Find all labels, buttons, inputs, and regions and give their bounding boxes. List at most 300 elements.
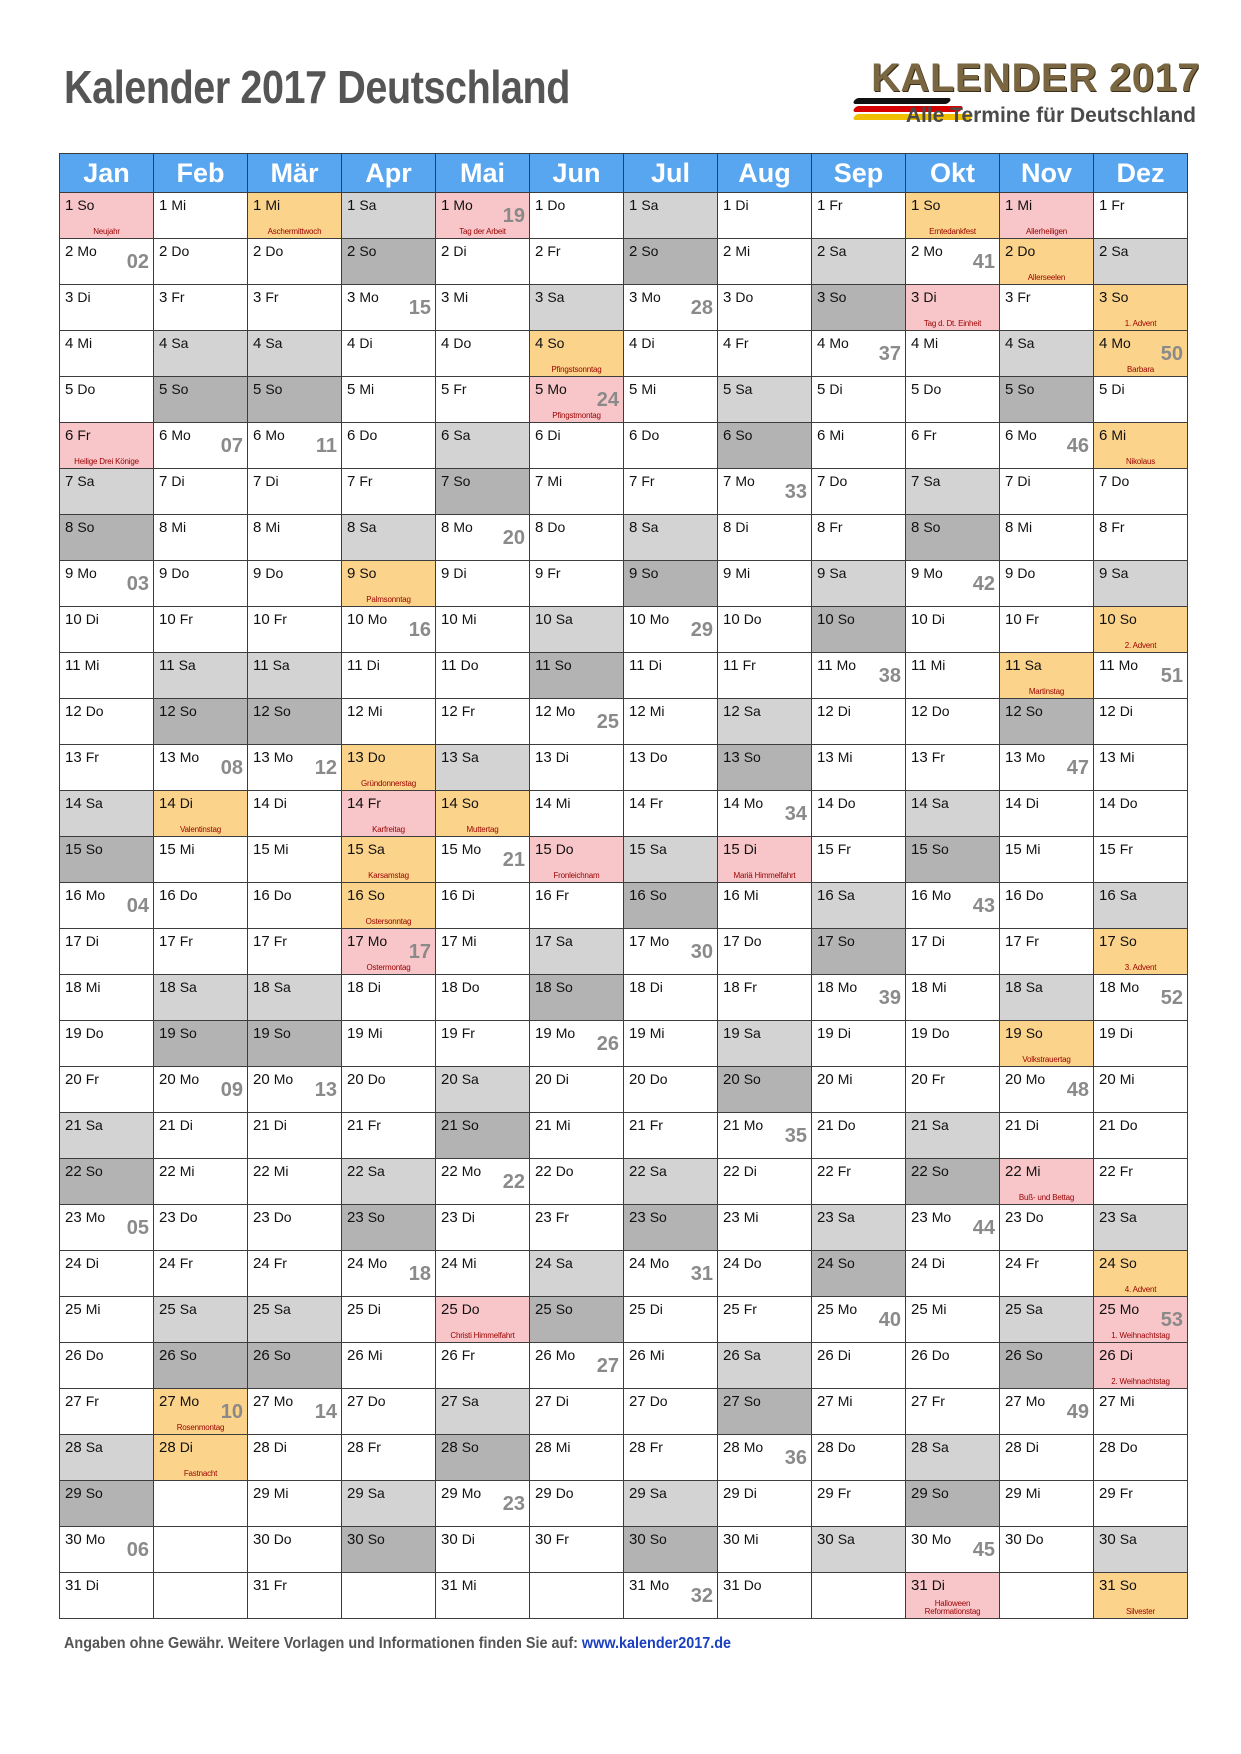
weekday-label: Mi <box>461 933 477 949</box>
month-header-10: Nov <box>1000 154 1094 193</box>
day-number: 29 Fr <box>817 1485 851 1502</box>
weekday-label: Mo <box>641 289 661 305</box>
day-cell <box>436 1159 530 1205</box>
day-cell <box>1000 1067 1094 1113</box>
footer-link[interactable]: www.kalender2017.de <box>581 1635 732 1652</box>
day-number: 16 Sa <box>1099 887 1137 904</box>
day-cell <box>154 1021 248 1067</box>
day-number: 8 Fr <box>1099 519 1125 536</box>
day-number: 14 Fr <box>347 795 381 812</box>
weekday-label: Fr <box>735 335 749 351</box>
day-cell <box>906 653 1000 699</box>
event-label: 2. Advent <box>1124 641 1157 650</box>
weekday-label: Fr <box>923 427 937 443</box>
day-cell <box>154 791 248 837</box>
weekday-label: Mo <box>829 335 849 351</box>
weekday-label: Do <box>547 519 566 535</box>
day-number: 1 Sa <box>629 197 659 214</box>
weekday-label: Mo <box>1119 979 1140 995</box>
day-number: 2 Do <box>159 243 190 260</box>
day-number: 24 Mo <box>347 1255 388 1272</box>
weekday-label: Mo <box>837 1301 858 1317</box>
day-number: 17 Fr <box>159 933 193 950</box>
weekday-label: Do <box>743 933 762 949</box>
day-number: 19 Sa <box>723 1025 761 1042</box>
day-cell <box>436 653 530 699</box>
day-number: 26 Mi <box>629 1347 665 1364</box>
weekday-label: Di <box>179 1117 193 1133</box>
day-number: 3 Sa <box>535 289 565 306</box>
weekday-label: Di <box>179 795 193 811</box>
weekday-label: Fr <box>555 1531 569 1547</box>
day-number: 12 Sa <box>723 703 761 720</box>
day-number: 25 Mi <box>65 1301 101 1318</box>
day-cell <box>1000 239 1094 285</box>
day-number: 17 Fr <box>1005 933 1039 950</box>
day-number: 4 Sa <box>159 335 189 352</box>
weekday-label: Fr <box>273 933 287 949</box>
day-number: 10 So <box>1099 611 1137 628</box>
day-cell <box>248 607 342 653</box>
day-number: 31 Mo <box>629 1577 670 1594</box>
weekday-label: Sa <box>837 1209 855 1225</box>
day-cell <box>530 1481 624 1527</box>
day-cell <box>812 1113 906 1159</box>
day-number: 12 Mi <box>347 703 383 720</box>
weekday-label: Fr <box>931 1071 945 1087</box>
day-cell <box>436 1067 530 1113</box>
day-number: 6 Mo <box>159 427 191 444</box>
day-cell <box>1000 1343 1094 1389</box>
weekday-label: Do <box>837 1439 856 1455</box>
day-cell <box>624 1251 718 1297</box>
day-cell <box>530 193 624 239</box>
event-label: Rosenmontag <box>176 1423 225 1432</box>
day-number: 28 Sa <box>65 1439 103 1456</box>
day-number: 17 Di <box>65 933 99 950</box>
weekday-label: Mo <box>555 1025 576 1041</box>
day-number: 4 Mo <box>817 335 849 352</box>
day-cell <box>1000 699 1094 745</box>
event-label: Valentinstag <box>179 825 222 834</box>
day-number: 19 Di <box>817 1025 851 1042</box>
weekday-label: Fr <box>359 473 373 489</box>
week-number: 47 <box>1066 757 1089 779</box>
weekday-label: Fr <box>179 611 193 627</box>
calendar-row-day-1 <box>60 193 1188 239</box>
day-number: 17 So <box>1099 933 1137 950</box>
day-cell <box>436 975 530 1021</box>
day-number: 4 Sa <box>253 335 283 352</box>
day-number: 18 Sa <box>159 979 197 996</box>
day-cell <box>1000 1389 1094 1435</box>
weekday-label: Fr <box>837 841 851 857</box>
day-cell <box>1094 1527 1188 1573</box>
day-cell <box>1000 1159 1094 1205</box>
day-cell <box>530 331 624 377</box>
day-cell <box>1094 699 1188 745</box>
weekday-label: Di <box>1111 381 1125 397</box>
day-number: 6 Sa <box>441 427 471 444</box>
day-cell <box>718 607 812 653</box>
day-number: 30 Mo <box>911 1531 952 1548</box>
weekday-label: Sa <box>273 1301 291 1317</box>
weekday-label: Di <box>179 1439 193 1455</box>
day-number: 23 Do <box>1005 1209 1044 1226</box>
weekday-label: So <box>359 243 377 259</box>
day-cell <box>1094 239 1188 285</box>
weekday-label: Sa <box>265 335 283 351</box>
weekday-label: Sa <box>1025 979 1043 995</box>
weekday-label: Fr <box>649 1117 663 1133</box>
day-number: 16 Do <box>159 887 198 904</box>
day-cell <box>248 837 342 883</box>
day-cell <box>248 469 342 515</box>
weekday-label: So <box>743 1071 761 1087</box>
weekday-label: Do <box>743 1577 762 1593</box>
weekday-label: Di <box>85 611 99 627</box>
day-number: 27 Mi <box>817 1393 853 1410</box>
event-label: 1. Weihnachtstag <box>1111 1331 1170 1340</box>
day-number: 26 So <box>159 1347 197 1364</box>
day-cell <box>530 423 624 469</box>
weekday-label: Mi <box>837 1393 853 1409</box>
day-cell <box>530 607 624 653</box>
day-cell <box>1000 1251 1094 1297</box>
weekday-label: Mo <box>1025 1393 1046 1409</box>
day-number: 13 Fr <box>911 749 945 766</box>
day-number: 26 Sa <box>723 1347 761 1364</box>
event-label: Mariä Himmelfahrt <box>733 871 796 880</box>
day-cell <box>812 515 906 561</box>
day-number: 3 Fr <box>253 289 279 306</box>
weekday-label: Mi <box>85 979 101 995</box>
day-cell <box>530 1251 624 1297</box>
weekday-label: Fr <box>367 1439 381 1455</box>
weekday-label: Di <box>931 611 945 627</box>
month-header-9: Okt <box>906 154 1000 193</box>
weekday-label: Mi <box>367 703 383 719</box>
day-number: 22 Fr <box>1099 1163 1133 1180</box>
day-number: 4 Do <box>441 335 472 352</box>
weekday-label: So <box>649 1531 667 1547</box>
day-number: 15 Mo <box>441 841 482 858</box>
day-number: 30 Fr <box>535 1531 569 1548</box>
day-number: 2 Sa <box>817 243 847 260</box>
day-number: 8 Sa <box>629 519 659 536</box>
day-cell <box>530 1159 624 1205</box>
day-cell <box>248 699 342 745</box>
day-number: 25 Mi <box>911 1301 947 1318</box>
weekday-label: Sa <box>178 657 196 673</box>
weekday-label: Do <box>1119 1117 1138 1133</box>
day-number: 15 So <box>911 841 949 858</box>
day-number: 1 Mi <box>253 197 281 214</box>
day-cell <box>624 1021 718 1067</box>
day-number: 7 Fr <box>347 473 373 490</box>
calendar-body <box>60 193 1188 1619</box>
day-cell <box>624 1527 718 1573</box>
weekday-label: Mi <box>1119 749 1135 765</box>
day-cell <box>342 745 436 791</box>
weekday-label: Di <box>743 841 757 857</box>
day-cell <box>530 975 624 1021</box>
weekday-label: Do <box>77 381 96 397</box>
weekday-label: Sa <box>837 887 855 903</box>
weekday-label: Fr <box>649 795 663 811</box>
day-number: 27 Do <box>629 1393 668 1410</box>
weekday-label: Fr <box>555 887 569 903</box>
day-number: 22 Mo <box>441 1163 482 1180</box>
weekday-label: Mo <box>273 1071 294 1087</box>
weekday-label: Sa <box>837 1531 855 1547</box>
weekday-label: Mi <box>453 289 469 305</box>
week-number: 34 <box>784 803 807 825</box>
event-label: Fronleichnam <box>553 871 600 880</box>
day-number: 7 Di <box>253 473 279 490</box>
day-cell <box>436 285 530 331</box>
day-number: 21 Do <box>817 1117 856 1134</box>
weekday-label: Fr <box>931 749 945 765</box>
weekday-label: Di <box>641 335 655 351</box>
day-cell <box>812 699 906 745</box>
day-cell <box>1094 1573 1188 1619</box>
day-cell <box>60 837 154 883</box>
day-cell <box>154 1435 248 1481</box>
day-number: 19 Fr <box>441 1025 475 1042</box>
weekday-label: Di <box>555 749 569 765</box>
day-number: 15 Mi <box>1005 841 1041 858</box>
day-number: 18 So <box>535 979 573 996</box>
day-number: 20 Mo <box>253 1071 294 1088</box>
weekday-label: Sa <box>923 473 941 489</box>
day-number: 29 Mi <box>253 1485 289 1502</box>
day-cell <box>812 1159 906 1205</box>
day-cell <box>906 469 1000 515</box>
day-cell <box>154 561 248 607</box>
day-number: 25 Di <box>629 1301 663 1318</box>
day-cell <box>718 193 812 239</box>
weekday-label: Mi <box>367 1025 383 1041</box>
day-number: 19 So <box>1005 1025 1043 1042</box>
day-cell <box>906 607 1000 653</box>
calendar-row-day-16 <box>60 883 1188 929</box>
day-number: 2 Sa <box>1099 243 1129 260</box>
day-number: 16 Mo <box>65 887 106 904</box>
day-cell <box>436 607 530 653</box>
weekday-label: Di <box>453 565 467 581</box>
calendar-row-day-7 <box>60 469 1188 515</box>
weekday-label: So <box>273 703 291 719</box>
day-number: 5 So <box>253 381 283 398</box>
day-cell <box>436 699 530 745</box>
week-number: 28 <box>690 297 713 319</box>
weekday-label: So <box>461 1439 479 1455</box>
day-cell <box>154 469 248 515</box>
day-number: 17 Mi <box>441 933 477 950</box>
day-cell <box>1000 1435 1094 1481</box>
day-number: 2 Di <box>441 243 467 260</box>
week-number: 41 <box>972 251 995 273</box>
day-number: 5 Di <box>1099 381 1125 398</box>
day-number: 23 Di <box>441 1209 475 1226</box>
day-number: 4 Fr <box>723 335 749 352</box>
day-number: 28 Fr <box>629 1439 663 1456</box>
day-cell <box>342 883 436 929</box>
weekday-label: Do <box>735 289 754 305</box>
weekday-label: Sa <box>743 703 761 719</box>
day-number: 14 Mi <box>535 795 571 812</box>
day-number: 26 So <box>1005 1347 1043 1364</box>
day-number: 1 Mi <box>1005 197 1033 214</box>
event-label: Aschermittwoch <box>267 227 322 236</box>
day-number: 15 Di <box>723 841 757 858</box>
weekday-label: Mo <box>461 841 482 857</box>
calendar-row-day-23 <box>60 1205 1188 1251</box>
day-cell <box>436 1297 530 1343</box>
week-number: 40 <box>878 1309 901 1331</box>
weekday-label: Do <box>460 657 479 673</box>
event-label: Barbara <box>1126 365 1155 374</box>
day-number: 10 Mi <box>441 611 477 628</box>
day-number: 2 So <box>629 243 659 260</box>
weekday-label: Mi <box>547 473 563 489</box>
weekday-label: Do <box>85 703 104 719</box>
empty-cell <box>1000 1573 1094 1619</box>
day-number: 3 So <box>1099 289 1129 306</box>
day-cell <box>154 1067 248 1113</box>
day-number: 13 Do <box>347 749 386 766</box>
day-cell <box>624 377 718 423</box>
day-cell <box>906 1573 1000 1619</box>
weekday-label: So <box>641 243 659 259</box>
weekday-label: Fr <box>461 1025 475 1041</box>
day-cell <box>906 331 1000 377</box>
day-number: 15 Sa <box>347 841 385 858</box>
day-number: 22 Sa <box>629 1163 667 1180</box>
weekday-label: Do <box>179 887 198 903</box>
day-cell <box>1094 285 1188 331</box>
day-number: 14 So <box>441 795 479 812</box>
day-number: 20 Fr <box>65 1071 99 1088</box>
day-cell <box>812 331 906 377</box>
weekday-label: Fr <box>273 1255 287 1271</box>
day-number: 16 Fr <box>535 887 569 904</box>
empty-cell <box>154 1527 248 1573</box>
weekday-label: So <box>85 841 103 857</box>
day-number: 24 Di <box>911 1255 945 1272</box>
week-number: 32 <box>690 1585 713 1607</box>
day-cell <box>60 469 154 515</box>
day-number: 9 Mo <box>65 565 97 582</box>
day-cell <box>154 1205 248 1251</box>
day-cell <box>60 653 154 699</box>
day-number: 24 Di <box>65 1255 99 1272</box>
weekday-label: Sa <box>547 289 565 305</box>
weekday-label: Mo <box>85 1531 106 1547</box>
day-number: 17 Do <box>723 933 762 950</box>
day-number: 16 Di <box>441 887 475 904</box>
day-cell <box>812 653 906 699</box>
weekday-label: Sa <box>931 1439 949 1455</box>
day-number: 23 Mi <box>723 1209 759 1226</box>
week-number: 05 <box>126 1217 149 1239</box>
day-cell <box>342 1159 436 1205</box>
weekday-label: Mi <box>1119 1071 1135 1087</box>
footer-note <box>64 1635 731 1653</box>
day-cell <box>906 1113 1000 1159</box>
day-number: 16 Do <box>1005 887 1044 904</box>
calendar-row-day-12 <box>60 699 1188 745</box>
day-number: 6 Di <box>535 427 561 444</box>
weekday-label: Fr <box>1119 1485 1133 1501</box>
day-number: 11 Mo <box>1099 657 1139 674</box>
weekday-label: Mi <box>367 1347 383 1363</box>
day-cell <box>812 285 906 331</box>
week-number: 33 <box>784 481 807 503</box>
week-number: 11 <box>315 435 337 457</box>
weekday-label: Mo <box>1025 1071 1046 1087</box>
month-header-4: Mai <box>436 154 530 193</box>
day-number: 24 Sa <box>535 1255 573 1272</box>
day-number: 29 Di <box>723 1485 757 1502</box>
day-number: 15 Fr <box>817 841 851 858</box>
day-cell <box>530 377 624 423</box>
day-number: 19 Mi <box>629 1025 665 1042</box>
weekday-label: Fr <box>1119 1163 1133 1179</box>
week-number: 12 <box>314 757 337 779</box>
day-cell <box>1000 193 1094 239</box>
day-cell <box>154 837 248 883</box>
day-number: 17 Mo <box>629 933 670 950</box>
weekday-label: Mi <box>273 841 289 857</box>
weekday-label: Sa <box>359 519 377 535</box>
day-number: 7 Sa <box>911 473 941 490</box>
weekday-label: Fr <box>179 1255 193 1271</box>
week-number: 39 <box>878 987 901 1009</box>
day-cell <box>436 1573 530 1619</box>
day-number: 18 Mo <box>817 979 858 996</box>
weekday-label: So <box>1017 381 1035 397</box>
weekday-label: Di <box>837 1025 851 1041</box>
day-cell <box>624 1159 718 1205</box>
day-number: 29 Mo <box>441 1485 482 1502</box>
day-cell <box>718 1573 812 1619</box>
day-cell <box>624 331 718 377</box>
calendar-row-day-5 <box>60 377 1188 423</box>
weekday-label: Mi <box>743 1209 759 1225</box>
weekday-label: Mi <box>1017 519 1033 535</box>
day-number: 7 Mi <box>535 473 563 490</box>
weekday-label: Fr <box>1119 841 1133 857</box>
day-number: 1 Fr <box>817 197 843 214</box>
weekday-label: Mo <box>931 1209 952 1225</box>
day-cell <box>60 423 154 469</box>
day-cell <box>436 423 530 469</box>
calendar-row-day-17 <box>60 929 1188 975</box>
day-cell <box>718 699 812 745</box>
weekday-label: Do <box>649 1393 668 1409</box>
day-cell <box>906 1205 1000 1251</box>
day-number: 25 Mo <box>817 1301 858 1318</box>
day-number: 11 Fr <box>723 657 756 674</box>
day-number: 8 Mi <box>159 519 187 536</box>
day-cell <box>718 1527 812 1573</box>
day-number: 12 Mo <box>535 703 576 720</box>
day-cell <box>436 837 530 883</box>
day-cell <box>718 239 812 285</box>
day-number: 30 So <box>629 1531 667 1548</box>
